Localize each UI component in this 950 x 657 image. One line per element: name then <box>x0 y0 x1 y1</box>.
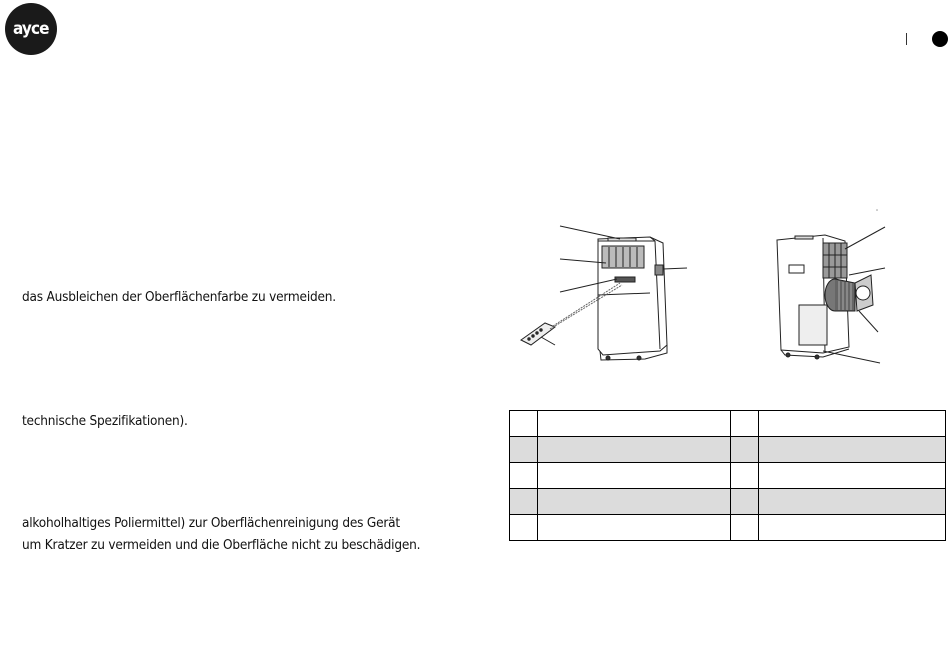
part-number-cell <box>731 515 759 541</box>
part-number-cell <box>510 515 538 541</box>
rear-view-illustration <box>777 209 885 363</box>
part-label-cell <box>538 515 731 541</box>
part-label-cell <box>759 463 946 489</box>
air-conditioner-figure <box>505 205 945 380</box>
parts-table <box>509 410 946 541</box>
paragraph-3: alkoholhaltiges Poliermittel) zur Oberflächenreinigung des Gerät <box>22 515 400 531</box>
page-marker-dot <box>932 31 948 47</box>
part-label-cell <box>538 463 731 489</box>
part-number-cell <box>510 411 538 437</box>
part-number-cell <box>510 437 538 463</box>
part-label-cell <box>759 411 946 437</box>
table-row <box>510 489 946 515</box>
paragraph-4: um Kratzer zu vermeiden und die Oberfläche nicht zu beschädigen. <box>22 537 421 553</box>
part-number-cell <box>510 489 538 515</box>
part-label-cell <box>759 489 946 515</box>
part-label-cell <box>538 411 731 437</box>
part-number-cell <box>731 437 759 463</box>
table-row <box>510 437 946 463</box>
part-number-cell <box>731 489 759 515</box>
paragraph-2: technische Spezifikationen). <box>22 413 188 429</box>
ayce-logo: ayce <box>5 3 57 55</box>
part-label-cell <box>759 437 946 463</box>
table-row <box>510 463 946 489</box>
part-label-cell <box>759 515 946 541</box>
part-number-cell <box>731 411 759 437</box>
table-row <box>510 515 946 541</box>
part-label-cell <box>538 489 731 515</box>
part-number-cell <box>731 463 759 489</box>
paragraph-1: das Ausbleichen der Oberflächenfarbe zu vermeiden. <box>22 289 336 305</box>
front-view-illustration <box>521 226 687 360</box>
header-divider <box>906 33 907 45</box>
part-number-cell <box>510 463 538 489</box>
table-row <box>510 411 946 437</box>
part-label-cell <box>538 437 731 463</box>
